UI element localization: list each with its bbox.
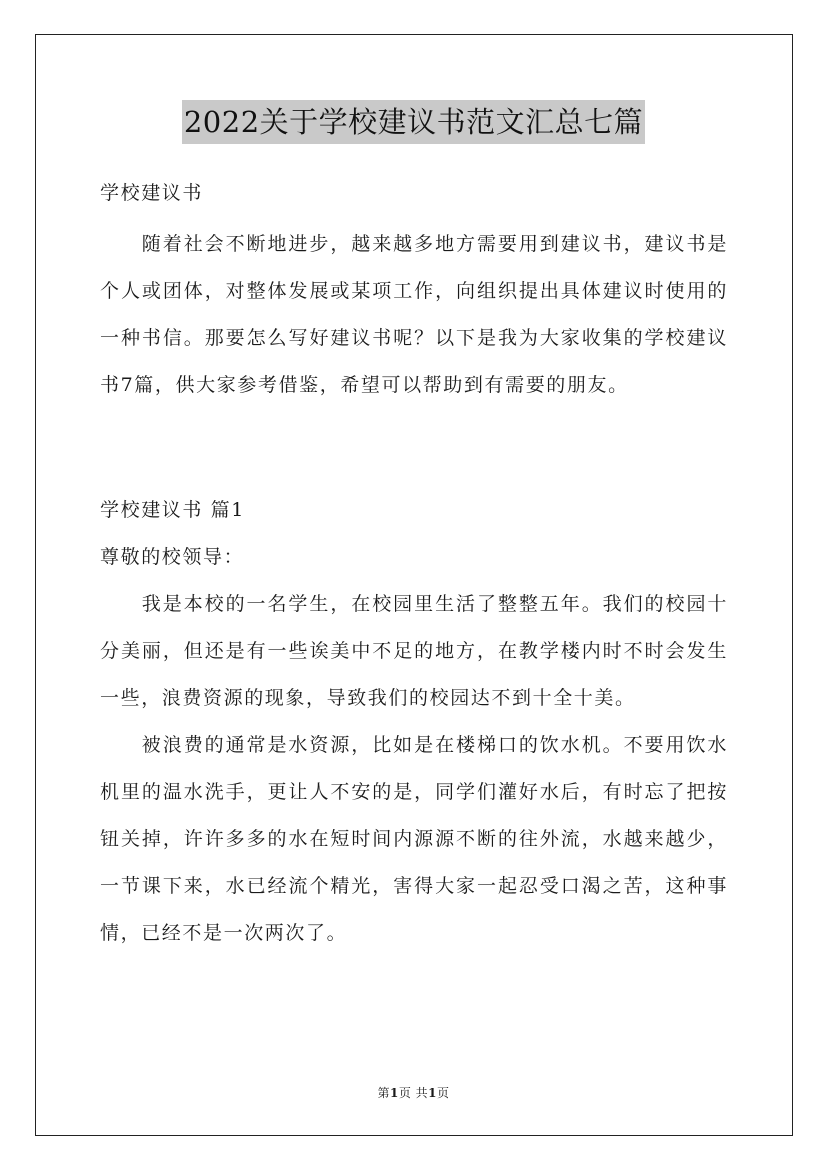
footer-mid: 页 共 [398,1086,429,1100]
footer-page-number: 1 [389,1086,399,1100]
title-container [0,100,827,144]
intro-paragraph: 随着社会不断地进步，越来越多地方需要用到建议书，建议书是个人或团体，对整体发展或某项工作，向组织提出具体建议时使用的一种书信。那要怎么写好建议书呢？以下是我为大家收集的学校建议书7篇，供大家参考借鉴，希望可以帮助到有需要的朋友。 [100,233,728,396]
footer-prefix: 第 [377,1086,390,1100]
footer-total-pages: 1 [428,1086,438,1100]
body-paragraph-2: 被浪费的通常是水资源，比如是在楼梯口的饮水机。不要用饮水机里的温水洗手，更让人不安的是，同学们灌好水后，有时忘了把按钮关掉，许许多多的水在短时间内源源不断的往外流，水越来越少，一节课下来，水已经流个精光，害得大家一起忍受口渴之苦，这种事情，已经不是一次两次了。 [100,734,728,944]
intro-heading: 学校建议书 [100,182,204,204]
salutation: 尊敬的校领导： [100,546,245,568]
document-title: 2022关于学校建议书范文汇总七篇 [182,100,645,144]
footer-suffix: 页 [437,1086,450,1100]
document-body [100,170,728,957]
section-heading: 学校建议书 篇1 [100,499,245,521]
body-paragraph-1: 我是本校的一名学生，在校园里生活了整整五年。我们的校园十分美丽，但还是有一些诶美中不足的地方，在教学楼内时不时会发生一些，浪费资源的现象，导致我们的校园达不到十全十美。 [100,593,728,709]
page-footer [0,1084,827,1101]
